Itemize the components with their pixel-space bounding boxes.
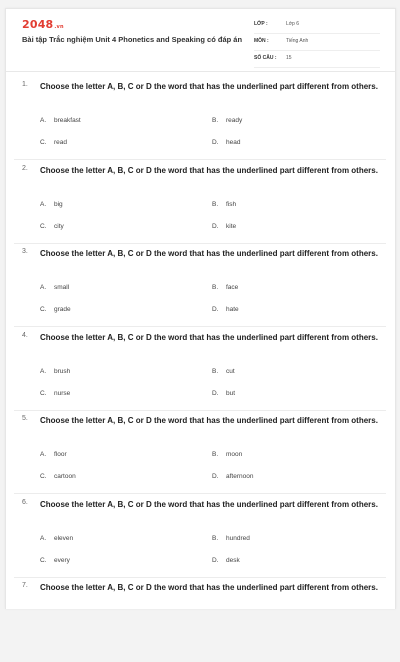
answer-option[interactable] xyxy=(212,451,242,458)
answer-option[interactable] xyxy=(40,390,70,397)
option-text: every xyxy=(54,556,70,564)
question-number: 1. xyxy=(22,81,28,88)
question-text: Choose the letter A, B, C or D the word that has the underlined part different from others. xyxy=(40,332,378,342)
answer-option[interactable] xyxy=(212,535,250,542)
option-text: nurse xyxy=(54,389,71,397)
answer-option[interactable] xyxy=(40,473,76,480)
option-letter: A. xyxy=(40,367,47,375)
question-number: 4. xyxy=(22,331,28,339)
question-text: Choose the letter A, B, C or D the word that has the underlined part different from others. xyxy=(40,416,378,425)
question-text: Choose the letter A, B, C or D the word that has the underlined part different from others. xyxy=(40,583,378,592)
answer-option[interactable] xyxy=(212,117,242,124)
option-text: but xyxy=(226,389,236,397)
answer-option[interactable] xyxy=(212,557,240,564)
answer-option[interactable] xyxy=(40,223,64,230)
option-text: big xyxy=(54,200,63,208)
logo-main: 2048 xyxy=(22,18,54,31)
logo-suffix: .vn xyxy=(54,24,64,30)
option-text: eleven xyxy=(54,534,74,542)
question-number: 3. xyxy=(22,248,28,255)
option-text: breakfast xyxy=(54,117,81,124)
answer-option[interactable] xyxy=(212,368,235,375)
question-number: 2. xyxy=(22,164,28,172)
question-number: 7. xyxy=(22,582,28,589)
meta-label: MÔN : xyxy=(254,38,269,44)
option-letter: C. xyxy=(40,389,47,397)
answer-option[interactable] xyxy=(40,139,67,146)
question-text: Choose the letter A, B, C or D the word that has the underlined part different from others. xyxy=(40,249,378,258)
option-text: desk xyxy=(226,556,240,564)
option-letter: B. xyxy=(212,200,219,208)
question-number: 5. xyxy=(22,415,28,422)
option-text: floor xyxy=(54,451,67,458)
option-letter: D. xyxy=(212,389,219,397)
option-letter: A. xyxy=(40,200,47,208)
option-letter: A. xyxy=(40,284,47,291)
meta-row-count xyxy=(254,51,380,68)
question-divider xyxy=(14,326,386,327)
meta-value: 15 xyxy=(286,55,292,61)
question-text: Choose the letter A, B, C or D the word that has the underlined part different from others. xyxy=(40,165,378,175)
site-logo[interactable] xyxy=(22,18,64,31)
option-text: hundred xyxy=(226,534,250,542)
option-text: read xyxy=(54,139,68,146)
answer-option[interactable] xyxy=(40,557,70,564)
question-divider xyxy=(14,410,386,411)
option-text: kite xyxy=(226,222,237,230)
option-text: head xyxy=(226,139,241,146)
question-divider xyxy=(14,493,386,494)
option-text: face xyxy=(226,284,239,291)
answer-option[interactable] xyxy=(40,368,70,375)
question-item xyxy=(6,81,395,161)
answer-option[interactable] xyxy=(212,139,240,146)
document-title: Bài tập Trắc nghiệm Unit 4 Phonetics and Speaking có đáp án xyxy=(22,35,243,44)
question-number: 6. xyxy=(22,498,28,506)
option-text: cut xyxy=(226,367,235,375)
option-text: afternoon xyxy=(226,473,254,480)
option-letter: C. xyxy=(40,139,47,146)
answer-option[interactable] xyxy=(212,201,236,208)
option-letter: B. xyxy=(212,117,219,124)
option-letter: A. xyxy=(40,117,47,124)
question-text: Choose the letter A, B, C or D the word that has the underlined part different from others. xyxy=(40,82,378,91)
option-text: small xyxy=(54,284,70,291)
document-page xyxy=(5,8,396,609)
answer-option[interactable] xyxy=(212,284,238,291)
question-divider xyxy=(14,159,386,160)
option-letter: D. xyxy=(212,473,219,480)
question-text: Choose the letter A, B, C or D the word that has the underlined part different from others. xyxy=(40,499,378,509)
answer-option[interactable] xyxy=(40,451,67,458)
option-text: moon xyxy=(226,451,243,458)
answer-option[interactable] xyxy=(40,535,73,542)
option-letter: D. xyxy=(212,139,219,146)
option-text: brush xyxy=(54,367,71,375)
meta-row-subject xyxy=(254,34,380,51)
question-item xyxy=(6,248,395,328)
option-letter: B. xyxy=(212,534,219,542)
answer-option[interactable] xyxy=(212,306,239,313)
document-meta xyxy=(254,17,380,68)
option-text: fish xyxy=(226,200,237,208)
answer-option[interactable] xyxy=(40,284,69,291)
meta-label: SỐ CÂU : xyxy=(254,55,277,61)
answer-option[interactable] xyxy=(212,473,253,480)
question-item xyxy=(6,165,395,245)
question-divider xyxy=(14,577,386,578)
question-divider xyxy=(14,243,386,244)
meta-row-class xyxy=(254,17,380,34)
question-item xyxy=(6,499,395,579)
option-text: hate xyxy=(226,306,239,313)
answer-option[interactable] xyxy=(40,201,63,208)
option-text: city xyxy=(54,222,64,230)
option-letter: D. xyxy=(212,556,219,564)
option-letter: C. xyxy=(40,473,47,480)
option-letter: D. xyxy=(212,306,219,313)
option-text: ready xyxy=(226,117,243,124)
option-letter: B. xyxy=(212,284,219,291)
option-letter: A. xyxy=(40,534,47,542)
meta-value: Tiếng Anh xyxy=(286,38,309,44)
option-letter: A. xyxy=(40,451,47,458)
document-header xyxy=(6,9,395,72)
option-letter: D. xyxy=(212,222,219,230)
answer-option[interactable] xyxy=(212,223,236,230)
option-letter: C. xyxy=(40,306,47,313)
meta-label: LỚP : xyxy=(254,21,268,27)
option-letter: B. xyxy=(212,367,219,375)
option-letter: B. xyxy=(212,451,219,458)
option-text: cartoon xyxy=(54,473,76,480)
option-letter: C. xyxy=(40,556,47,564)
option-letter: C. xyxy=(40,222,47,230)
option-text: grade xyxy=(54,306,71,313)
question-item xyxy=(6,415,395,495)
answer-option[interactable] xyxy=(40,306,71,313)
question-item xyxy=(6,332,395,412)
answer-option[interactable] xyxy=(212,390,235,397)
answer-option[interactable] xyxy=(40,117,81,124)
meta-value: Lớp 6 xyxy=(286,21,300,27)
question-item xyxy=(6,582,395,662)
